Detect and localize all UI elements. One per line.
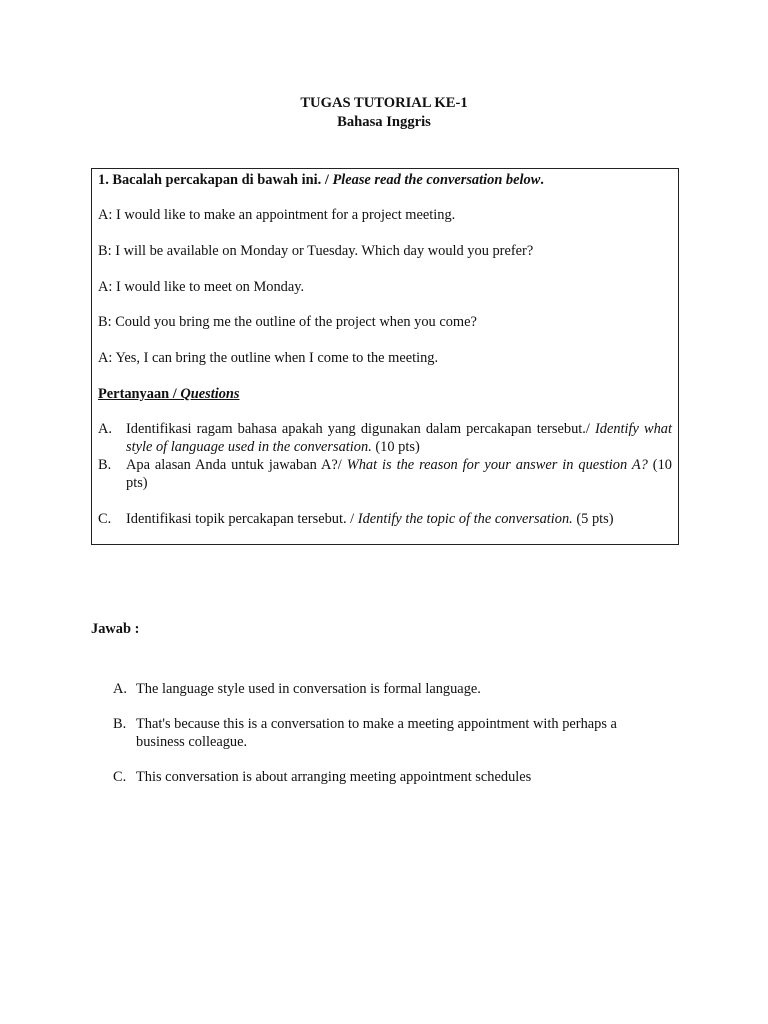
question-text [126,420,672,456]
question-text [126,510,672,528]
question-item [98,420,672,456]
task-box [91,168,679,545]
answer-text: This conversation is about arranging meeting appointment schedules [136,769,532,785]
document-subtitle: Bahasa Inggris [337,114,431,130]
questions-label-english: Questions [180,386,240,402]
question-item [98,510,672,528]
question-item [98,456,672,492]
answer-letter: C. [113,769,127,785]
document-header [0,94,768,132]
dialogue-line: B: Could you bring me the outline of the project when you come? [98,314,477,330]
question-letter: A. [98,421,112,437]
document-title: TUGAS TUTORIAL KE-1 [300,95,468,111]
instruction-indonesian: 1. Bacalah percakapan di bawah ini. / [98,172,333,188]
question-points: (5 pts) [572,511,614,527]
dialogue-line: B: I will be available on Monday or Tuesday. Which day would you prefer? [98,243,534,259]
question-text [126,456,672,492]
answer-letter: A. [113,681,127,697]
dialogue-line: A: I would like to make an appointment for a project meeting. [98,207,456,223]
dialogue-line: A: I would like to meet on Monday. [98,279,305,295]
question-letter: B. [98,457,112,473]
answer-text: That's because this is a conversation to make a meeting appointment with perhaps a business colleague. [136,716,617,750]
question-english: What is the reason for your answer in question A? [346,457,648,473]
question-indonesian: Identifikasi ragam bahasa apakah yang digunakan dalam percakapan tersebut./ [126,421,595,437]
question-points: (10 pts) [371,439,420,455]
dialogue-line: A: Yes, I can bring the outline when I come to the meeting. [98,350,439,366]
question-points: (10 pts) [126,457,672,491]
question-letter: C. [98,511,112,527]
answer-letter: B. [113,716,127,732]
questions-label-indonesian: Pertanyaan / [98,386,181,402]
questions-label [98,385,240,403]
answer-label: Jawab : [91,621,140,637]
task-instruction [98,171,544,189]
question-english: Identify what style of language used in the conversation. [126,421,672,455]
answer-item [113,715,673,751]
instruction-english: Please read the conversation below [332,172,541,188]
answer-item [113,768,673,786]
question-indonesian: Apa alasan Anda untuk jawaban A?/ [126,457,347,473]
question-english: Identify the topic of the conversation. [357,511,573,527]
answer-item [113,680,673,698]
instruction-period: . [540,172,544,188]
answer-text: The language style used in conversation is formal language. [136,681,481,697]
question-indonesian: Identifikasi topik percakapan tersebut. / [126,511,358,527]
